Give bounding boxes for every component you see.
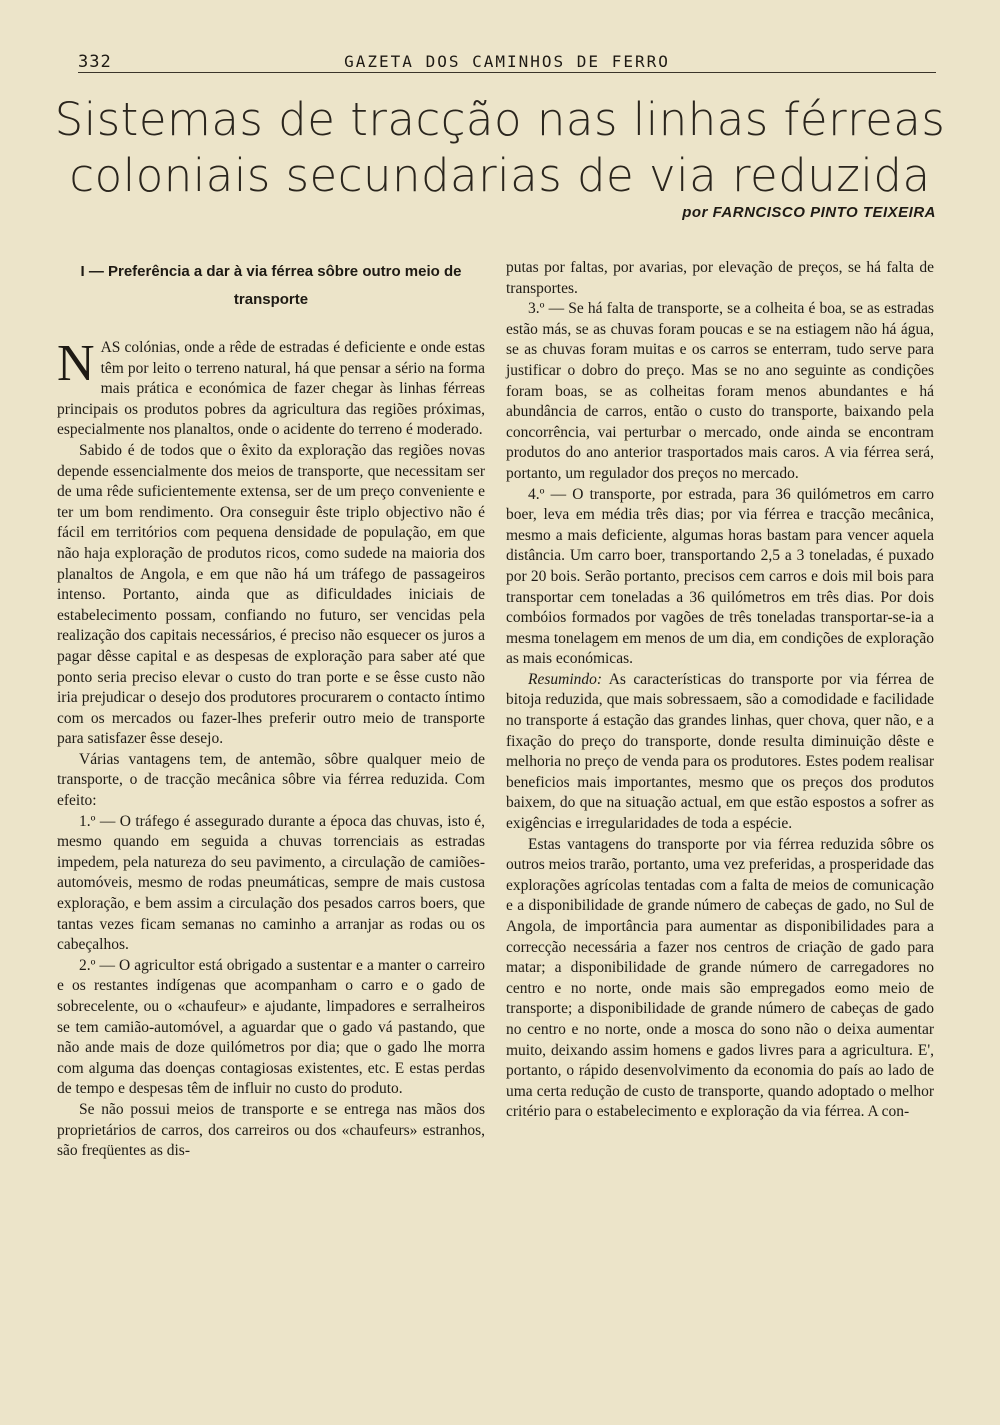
summary-text: As características do transporte por via férrea de bitoja reduzida, que mais sobressaem, são a comodidade e facilidade no transporte á estação das grandes linhas, quer chova, quer não, e a fixação do preço do transporte, donde resulta diminuição dêste e melhoria no preço de venda para os produtores. Estes podem realisar beneficios mais importantes, mesmo que os preços dos produtos baixem, do que na situação actual, em que estão espostos a sofrer as exigências e irregularidades de toda a espécie. bbox=[506, 670, 934, 833]
summary-label: Resumindo: bbox=[528, 670, 603, 688]
page-header bbox=[78, 50, 936, 73]
paragraph-intro-text: AS colónias, onde a rêde de estradas é deficiente e onde estas têm por leito o terreno natural, há que pensar a sério na forma mais prática e económica de fazer chegar às linhas férreas principais os produtos pobres da agricultura das regiões próximas, especialmente nos planaltos, onde o acidente do terreno é moderado. bbox=[57, 339, 485, 439]
paragraph-summary bbox=[506, 670, 934, 835]
paragraph-item-2: 2.º — O agricultor está obrigado a sustentar e a manter o carreiro e os restantes indígenas que acompanham o carro e o gado de sobrecelente, ou o «chaufeur» e ajudante, limpadores e serralheiros se tem camião-automóvel, a aguardar que o gado vá pastando, que não ande mais de doze quilómetros por dia; que o gado lhe morra com alguma das doenças contagiosas existentes, etc. E estas perdas de tempo e despesas têm de influir no custo do produto. bbox=[57, 956, 485, 1098]
section-heading: I — Preferência a dar à via férrea sôbre outro meio de transporte bbox=[80, 263, 462, 308]
paragraph: Várias vantagens tem, de antemão, sôbre qualquer meio de transporte, o de tracção mecânica sôbre via férrea reduzida. Com efeito: bbox=[57, 750, 485, 810]
paragraph-item-4: 4.º — O transporte, por estrada, para 36 quilómetros em carro boer, leva em média três dias; por via férrea e tracção mecânica, mesmo a mais deficiente, algumas horas bastam para vencer aquela distância. Um carro boer, transportando 2,5 a 3 toneladas, é puxado por 20 bois. Serão portanto, precisos cem carros e dois mil bois para transportar cem toneladas a 36 quilómetros em três dias. Por dois combóios formados por vagões de três toneladas transportar-se-ia a mesma tonelagem em menos de um dia, em condições de exploração as mais económicas. bbox=[506, 485, 934, 668]
paragraph-intro bbox=[57, 335, 485, 441]
page-number: 332 bbox=[78, 52, 112, 72]
paragraph: Sabido é de todos que o êxito da exploração das regiões novas depende essencialmente dos meios de transporte, que necessitam ser de uma rêde suficientemente extensa, ser de um preço conveniente e ter um bom rendimento. Ora conseguir êste triplo objectivo não é fácil em territórios com pequena densidade de população, em que não haja exploração de produtos ricos, como sudede na maioria dos planaltos de Angola, e em que não há um tráfego de passageiros intenso. Portanto, ainda que as dificuldades iniciais de estabelecimento possam, confiando no futuro, ser vencidas pela realização dos capitais necessários, é preciso não esquecer os juros a pagar dêsse capital e as despesas de exploração para saber até que ponto seria preciso elevar o custo do tran porte e se êsse custo não iria prejudicar o desejo dos produtores procurarem o contacto íntimo com os mercados ou fazer-lhes preferir outro meio de transporte para satisfazer êsse desejo. bbox=[57, 441, 485, 748]
paragraph: Estas vantagens do transporte por via férrea reduzida sôbre os outros meios trarão, portanto, uma vez preferidas, a prosperidade das explorações agrícolas tentadas com a falta de meios de comunicação e a disponibilidade de grande número de cabeças de gado, no Sul de Angola, de importância para aumentar as disponibilidades para a correcção necessária a fazer nos centros de criação de gado para matar; a disponibilidade de grande número de carregadores no centro e no norte, onde mais são empregados eomo meio de transporte; a disponibilidade de grande número de cabeças de gado no centro e no norte, onde a mosca do sono não o deixa aumentar muito, deixando assim homens e gados livres para a agricultura. E', portanto, o rápido desenvolvimento da economia do país ao lado de uma certa redução de custo de transporte, quando adoptado o melhor critério para o estabelecimento e exploração da via férrea. A con- bbox=[506, 835, 934, 1121]
left-column bbox=[57, 258, 485, 1162]
article-title-line-1: Sistemas de tracção nas linhas férreas bbox=[54, 93, 946, 146]
article-author: por FARNCISCO PINTO TEIXEIRA bbox=[682, 204, 936, 221]
drop-cap: N bbox=[57, 335, 95, 392]
article-title bbox=[40, 92, 960, 204]
article-title-line-2: coloniais secundarias de via reduzida bbox=[69, 149, 931, 202]
paragraph-item-3: 3.º — Se há falta de transporte, se a colheita é boa, se as estradas estão más, se as chuvas foram poucas e se na estiagem não há água, se as chuvas foram muitas e os carros se enterram, tudo serve para justificar o dobro do preço. Mas se no ano seguinte as condições foram boas, se as colheitas foram menos abundantes e há abundância de carros, então o custo do transporte, baixando pela concorrência, vai perturbar o mercado, onde ainda se encontram produtos do ano anterior trasportados mais caros. A via férrea será, portanto, um regulador dos preços no mercado. bbox=[506, 300, 934, 482]
paragraph: Se não possui meios de transporte e se entrega nas mãos dos proprietários de carros, dos carreiros ou dos «chaufeurs» estranhos, são freqüentes as dis- bbox=[57, 1100, 485, 1160]
paragraph-continued: putas por faltas, por avarias, por elevação de preços, se há falta de transportes. bbox=[506, 259, 934, 297]
journal-name: GAZETA DOS CAMINHOS DE FERRO bbox=[344, 52, 670, 71]
paragraph-item-1: 1.º — O tráfego é assegurado durante a época das chuvas, isto é, mesmo quando em seguida a chuvas torrenciais as estradas impedem, pela natureza do seu pavimento, a circulação de camiões-automóveis, mesmo de rodas pneumáticas, sempre de mais custosa exploração, e bem assim a circulação dos pesados carros boers, que tantas vezes ficam semanas no caminho a arranjar as rodas ou os cabeçalhos. bbox=[57, 812, 485, 954]
right-column bbox=[506, 258, 934, 1123]
